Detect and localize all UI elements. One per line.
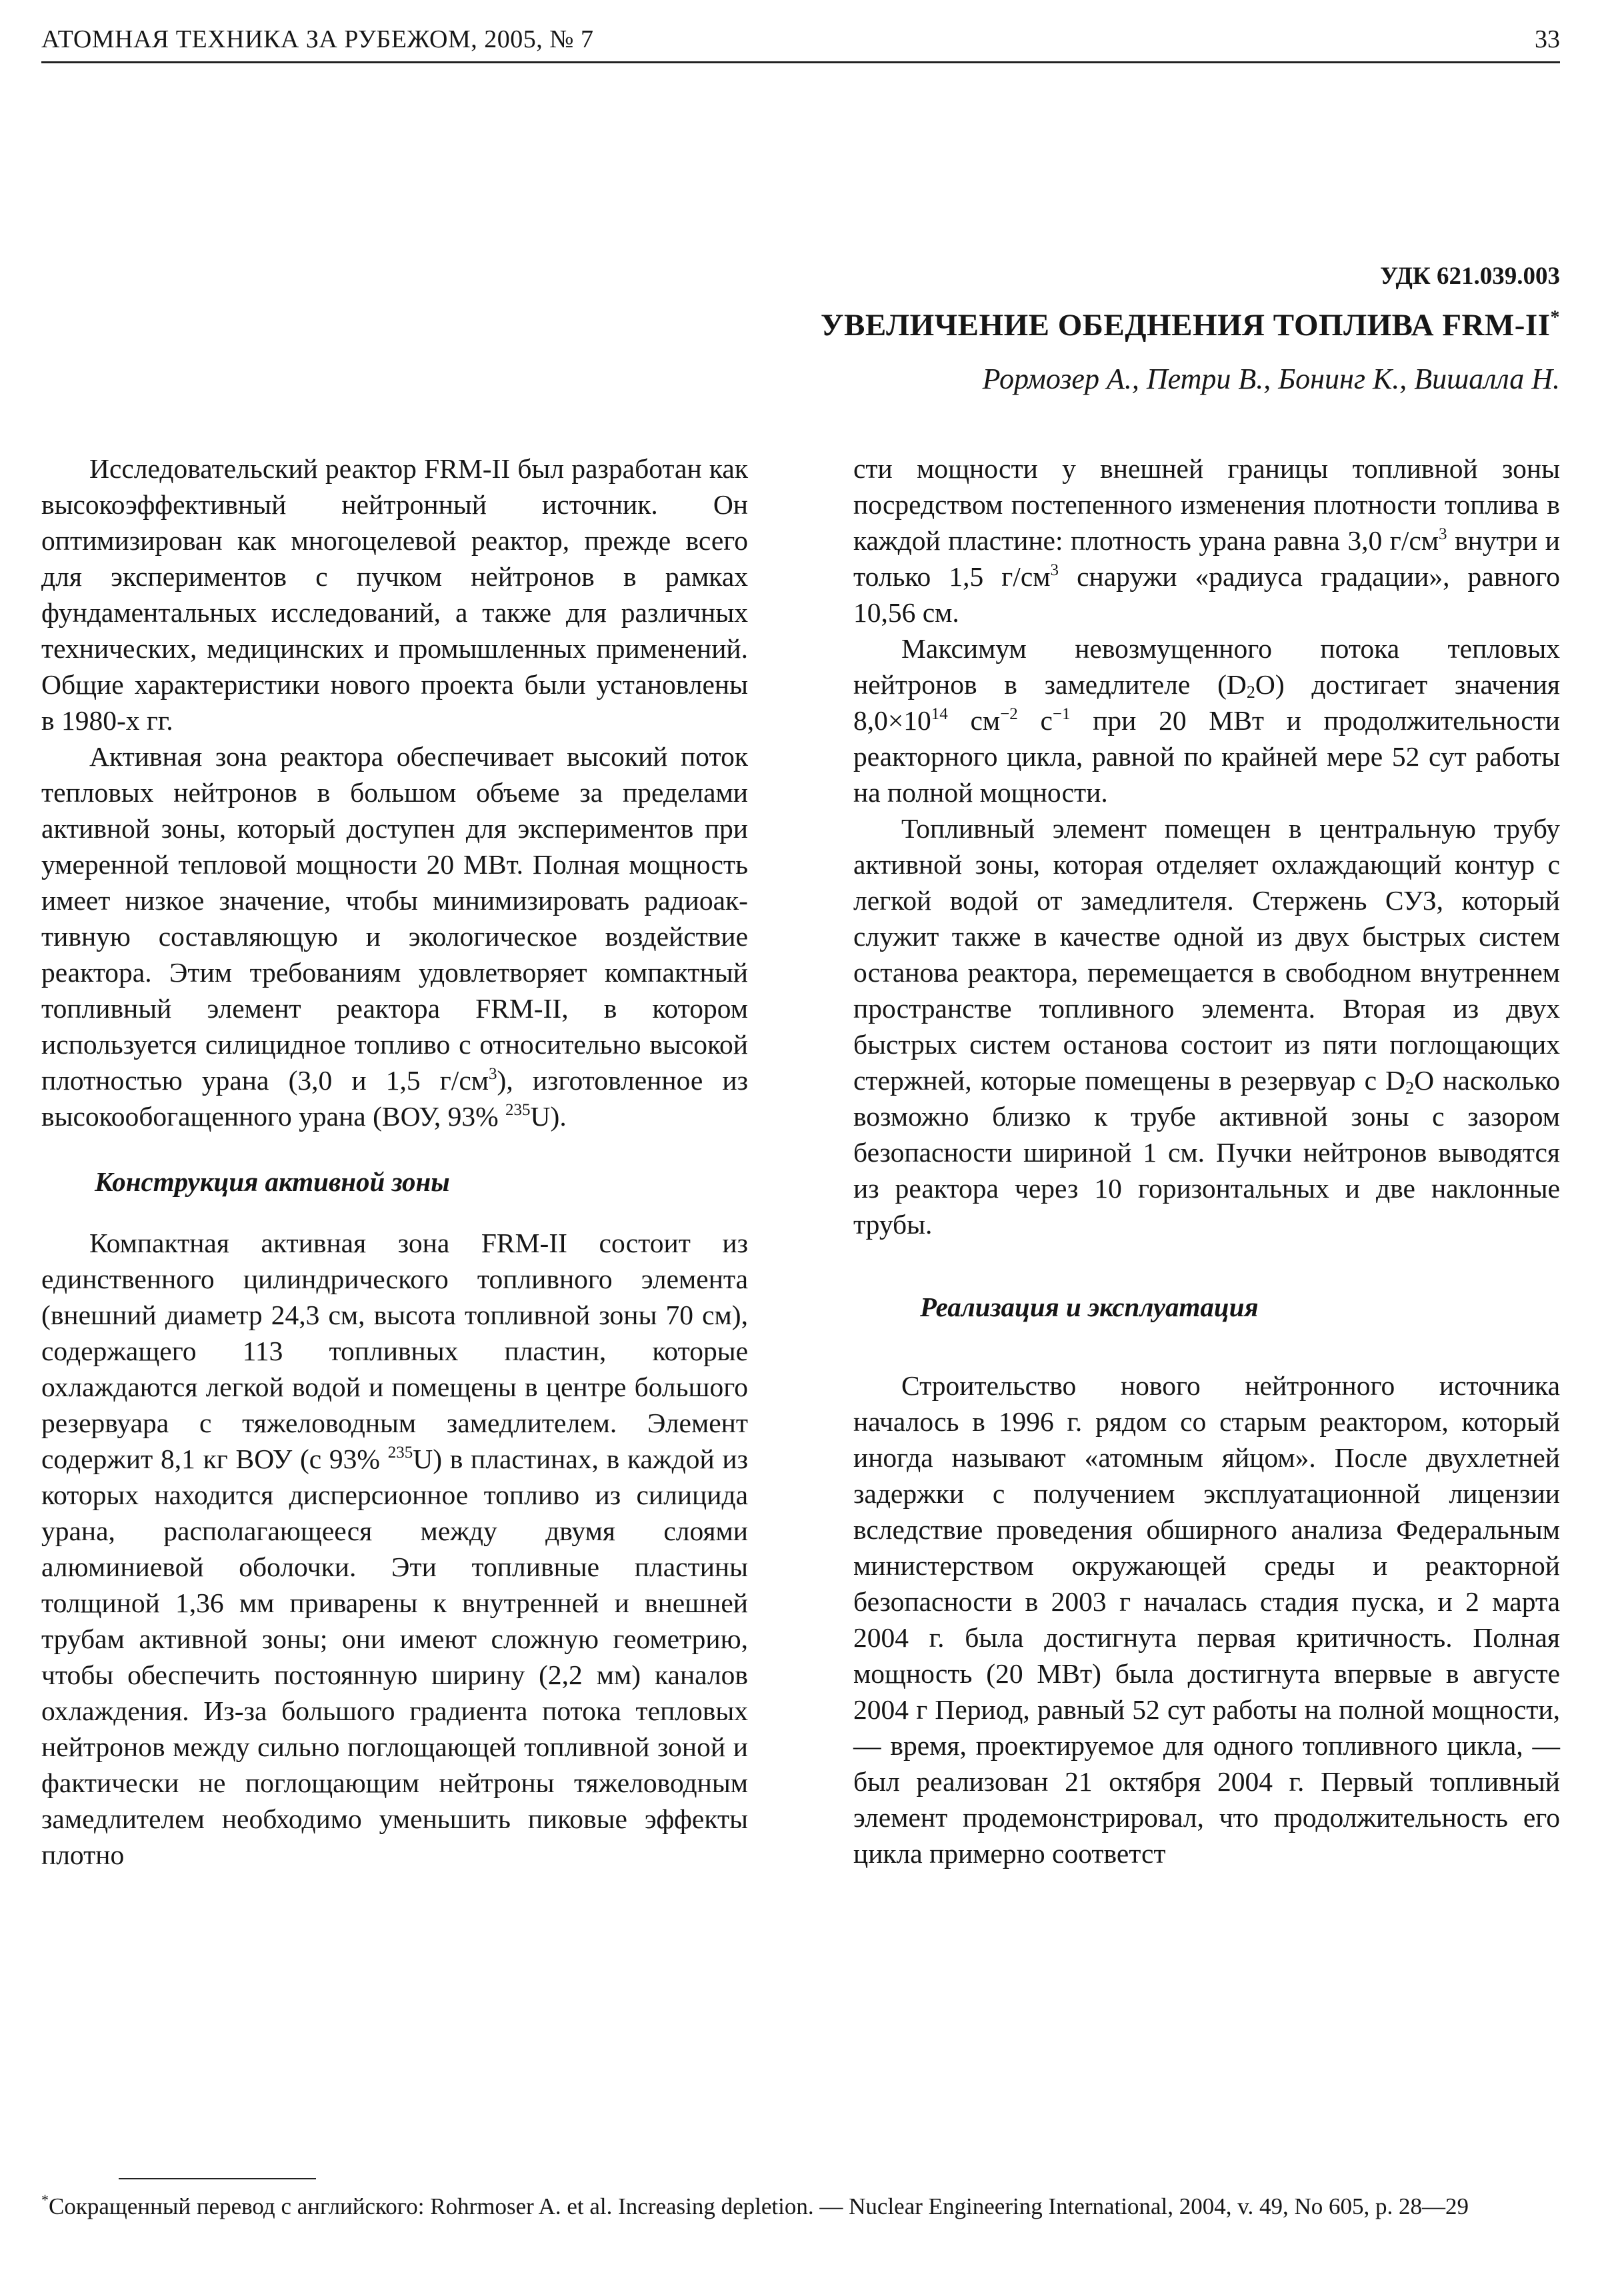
text-run: Компактная активная зона FRM-II состоит из единственного цилиндрического топливного элемента (внешний диаметр 24,3 см, высота топливной зоны 70 см), содержащего 113 топливных пластин, которые охлаждаются легкой водой и помещены в центре большого резервуара с тяжеловодным замедлителем. Элемент содержит 8,1 кг ВОУ (с 93% [41,1228,748,1474]
text-run: Активная зона реактора обеспечивает высокий поток тепловых нейтронов в большом объеме за пределами активной зоны, который доступен для экспериментов при умеренной тепловой мощности 20 МВт. Полная мощность имеет низкое значение, чтобы минимизировать радиоактивную составляющую и экологическое воздействие реактора. Этим требованиям удовлетворяет компактный топливный элемент реактора FRM-II, в котором используется силицидное топливо с относительно высокой плотностью урана (3,0 и 1,5 г/см [41,741,748,1096]
article-title-text: УВЕЛИЧЕНИЕ ОБЕДНЕНИЯ ТОПЛИВА FRM-II [821,308,1551,343]
text-run: ), изготовленное из высокообогащенного урана (ВОУ, 93% [41,1065,749,1132]
running-header [41,17,1560,63]
text-run: внутри и только 1,5 г/см [853,525,1560,592]
superscript: 3 [1050,561,1059,579]
superscript: 3 [489,1065,497,1083]
text-run: Топливный элемент помещен в центральную трубу активной зоны, которая отделяет охлаждающий контур с легкой водой от замедлителя. Стержень СУЗ, который служит также в качестве одной из двух быстрых систем останова реактора, перемещается в свободном внутреннем пространстве топливного элемента. Вторая из двух быстрых систем останова состоит из пяти поглощающих стержней, которые помещены в резервуар с D [853,813,1560,1096]
superscript: 235 [505,1101,531,1119]
text-run: снаружи «радиуса градации», равного 10,56 см. [853,561,1561,628]
text-run: U). [530,1101,567,1132]
page-number: 33 [1535,25,1560,53]
text-run: U) в пластинах, в каждой из которых находится дисперсионное топливо из силицида урана, располагающееся между двумя слоями алюминиевой оболочки. Эти топливные пластины толщиной 1,36 мм приварены к внутренней и внешней трубам активной зоны; они имеют сложную геометрию, чтобы обеспечить постоянную ширину (2,2 мм) каналов охлаждения. Из-за большого градиента потока тепловых нейтронов между сильно поглощающей топливной зоной и фактически не поглощающим нейтроны тяжеловодным замедлителем необходимо уменьшить пиковые эффекты плотно [41,1444,748,1870]
superscript: −2 [1000,705,1018,723]
footnote-rule [119,2178,316,2179]
text-run: с [1017,705,1053,736]
subscript: 2 [1246,682,1255,702]
article-authors: Рормозер А., Петри В., Бонинг К., Вишалла Н. [982,363,1560,395]
superscript: 3 [1439,525,1447,543]
journal-title: АТОМНАЯ ТЕХНИКА ЗА РУБЕЖОМ, 2005, № 7 [41,25,594,53]
subscript: 2 [1405,1078,1415,1098]
paragraph [853,810,1560,1242]
footnote-marker: * [1550,307,1560,328]
superscript: 14 [931,705,948,723]
paragraph: Строительство нового нейтронного источника началось в 1996 г. рядом со старым реактором, который иногда называют «атомным яйцом». После двухлетней задержки с получением эксплуатационной лицензии вследствие проведения обширного анализа Федеральным министерством окружающей среды и реакторной безопасности в 2003 г началась стадия пуска, и 2 марта 2004 г. была достигнута первая критичность. Полная мощность (20 МВт) была достигнута впервые в августе 2004 г Период, равный 52 сут работы на полной мощности, — время, проектируемое для одного топливного цикла, — был реализован 21 октября 2004 г. Первый топливный элемент продемонстрировал, что продолжительность его цикла примерно соответст [853,1370,1560,1869]
paragraph [853,630,1560,810]
right-column [853,451,1560,1871]
text-run: O) достигает значения 8,0×10 [853,669,1561,736]
text-run: сти мощности у внешней границы топливной зоны посредством постепенного изменения плотности топлива в каждой пластине: плотность урана равна 3,0 г/см [853,453,1560,556]
footnote [41,2189,1560,2225]
paragraph: Исследовательский реактор FRM-II был разработан как высокоэффективный нейтронный источник. Он оптимизирован как многоцелевой реактор, прежде всего для экспериментов с пучком нейтронов в рамках фундаментальных исследований, а также для различных технических, медицинских и промышленных применений. Общие характеристики нового проекта были установлены в 1980-х гг. [41,453,748,736]
text-run: Максимум невозмущенного потока тепловых нейтронов в замедлителе (D [853,633,1560,700]
udk-code: УДК 621.039.003 [1380,263,1560,290]
left-column [41,451,748,1873]
section-heading: Конструкция активной зоны [95,1166,450,1197]
superscript: 235 [387,1444,413,1462]
article-title [821,307,1560,343]
text-run: при 20 МВт и продолжительности реакторного цикла, равной по крайней мере 52 сут работы на полной мощности. [853,705,1560,808]
footnote-text: Сокращенный перевод с английского: Rohrmoser A. et al. Increasing depletion. — Nuclear Engineering International, 2004, v. 49, No 605, p. 28—29 [49,2193,1469,2219]
text-run: см [947,705,1001,736]
paragraph [41,738,748,1134]
paragraph [853,451,1560,630]
section-heading: Реализация и эксплуатация [920,1292,1259,1322]
footnote-mark: * [41,2191,49,2208]
text-run: O насколько возможно близко к трубе активной зоны с зазором безопасности шириной 1 см. Пучки нейтронов выводятся из реактора через 10 горизонтальных и две наклонные трубы. [853,1065,1561,1240]
superscript: −1 [1052,705,1071,723]
paragraph [41,1225,748,1873]
